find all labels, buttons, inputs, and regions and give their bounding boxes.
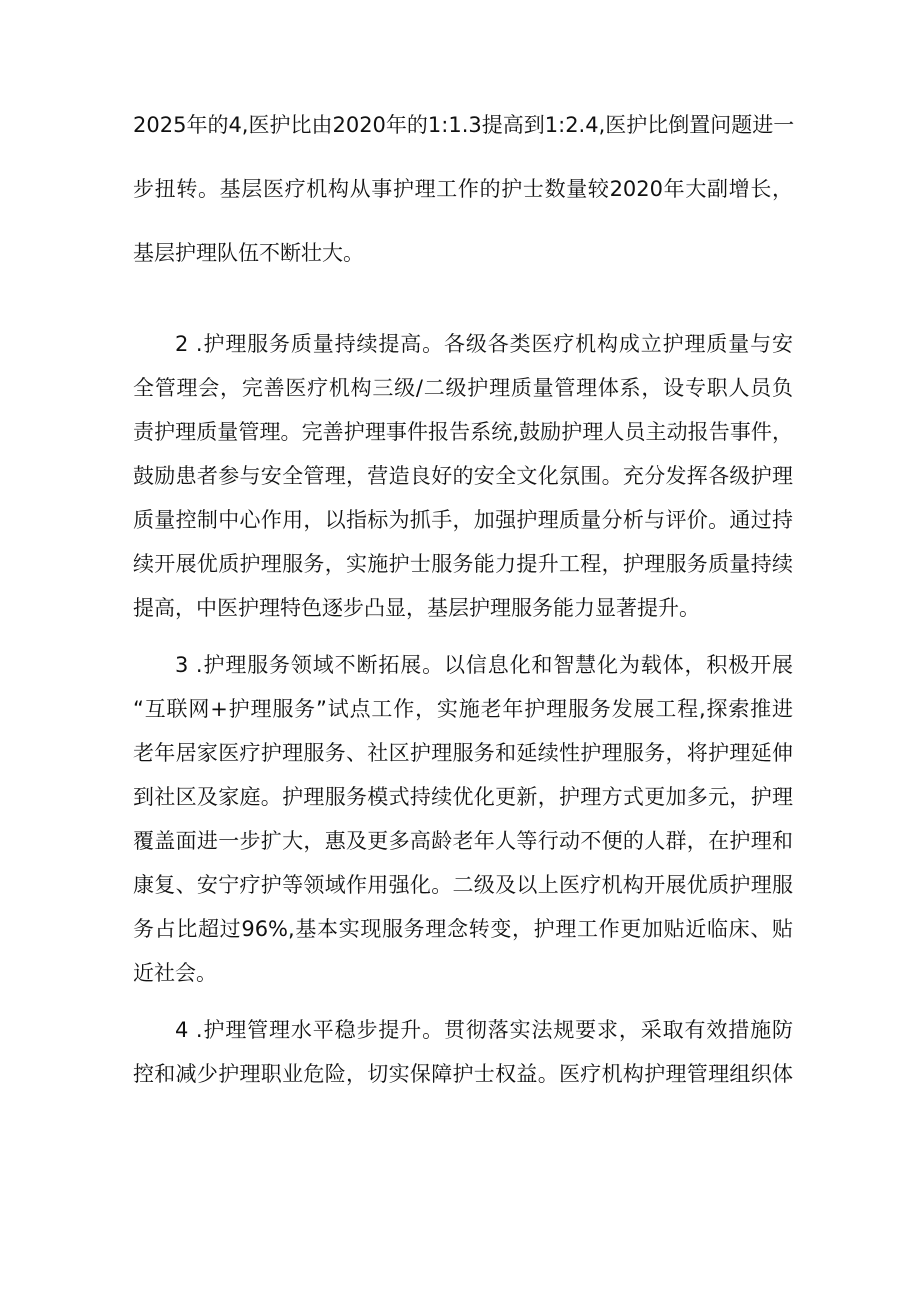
paragraph-3-line-8: 近社会。	[133, 961, 217, 985]
paragraph-3-line-2: “互联网+护理服务”试点工作，实施老年护理服务发展工程,探索推进	[133, 697, 793, 721]
paragraph-3-line-3: 老年居家医疗护理服务、社区护理服务和延续性护理服务，将护理延伸	[133, 741, 793, 765]
paragraph-2-line-3: 责护理质量管理。完善护理事件报告系统,鼓励护理人员主动报告事件，	[133, 420, 793, 444]
paragraph-4-line-2: 控和减少护理职业危险，切实保障护士权益。医疗机构护理管理组织体	[133, 1062, 793, 1086]
paragraph-1-line-1: 2025年的4,医护比由2020年的1:1.3提高到1:2.4,医护比倒置问题进一	[133, 113, 795, 137]
paragraph-3-line-6: 康复、安宁疗护等领域作用强化。二级及以上医疗机构开展优质护理服	[133, 873, 793, 897]
paragraph-2-line-6: 续开展优质护理服务，实施护士服务能力提升工程，护理服务质量持续	[133, 552, 793, 576]
paragraph-2-line-2: 全管理会，完善医疗机构三级/二级护理质量管理体系，设专职人员负	[133, 376, 793, 400]
paragraph-3-line-4: 到社区及家庭。护理服务模式持续优化更新，护理方式更加多元，护理	[133, 785, 793, 809]
paragraph-1-line-2: 步扭转。基层医疗机构从事护理工作的护士数量较2020年大副增长，	[133, 177, 793, 201]
paragraph-3-line-5: 覆盖面进一步扩大，惠及更多高龄老年人等行动不便的人群，在护理和	[133, 829, 793, 853]
paragraph-3-line-7: 务占比超过96%,基本实现服务理念转变，护理工作更加贴近临床、贴	[133, 917, 793, 941]
paragraph-4-line-1: 4 .护理管理水平稳步提升。贯彻落实法规要求，采取有效措施防	[175, 1018, 793, 1042]
paragraph-3-line-1: 3 .护理服务领域不断拓展。以信息化和智慧化为载体，积极开展	[175, 653, 793, 677]
paragraph-2-line-5: 质量控制中心作用，以指标为抓手，加强护理质量分析与评价。通过持	[133, 508, 793, 532]
paragraph-2-line-1: 2 .护理服务质量持续提高。各级各类医疗机构成立护理质量与安	[175, 332, 793, 356]
paragraph-2-line-7: 提高，中医护理特色逐步凸显，基层护理服务能力显著提升。	[133, 596, 700, 620]
paragraph-2-line-4: 鼓励患者参与安全管理，营造良好的安全文化氛围。充分发挥各级护理	[133, 464, 793, 488]
paragraph-1-line-3: 基层护理队伍不断壮大。	[133, 241, 364, 265]
